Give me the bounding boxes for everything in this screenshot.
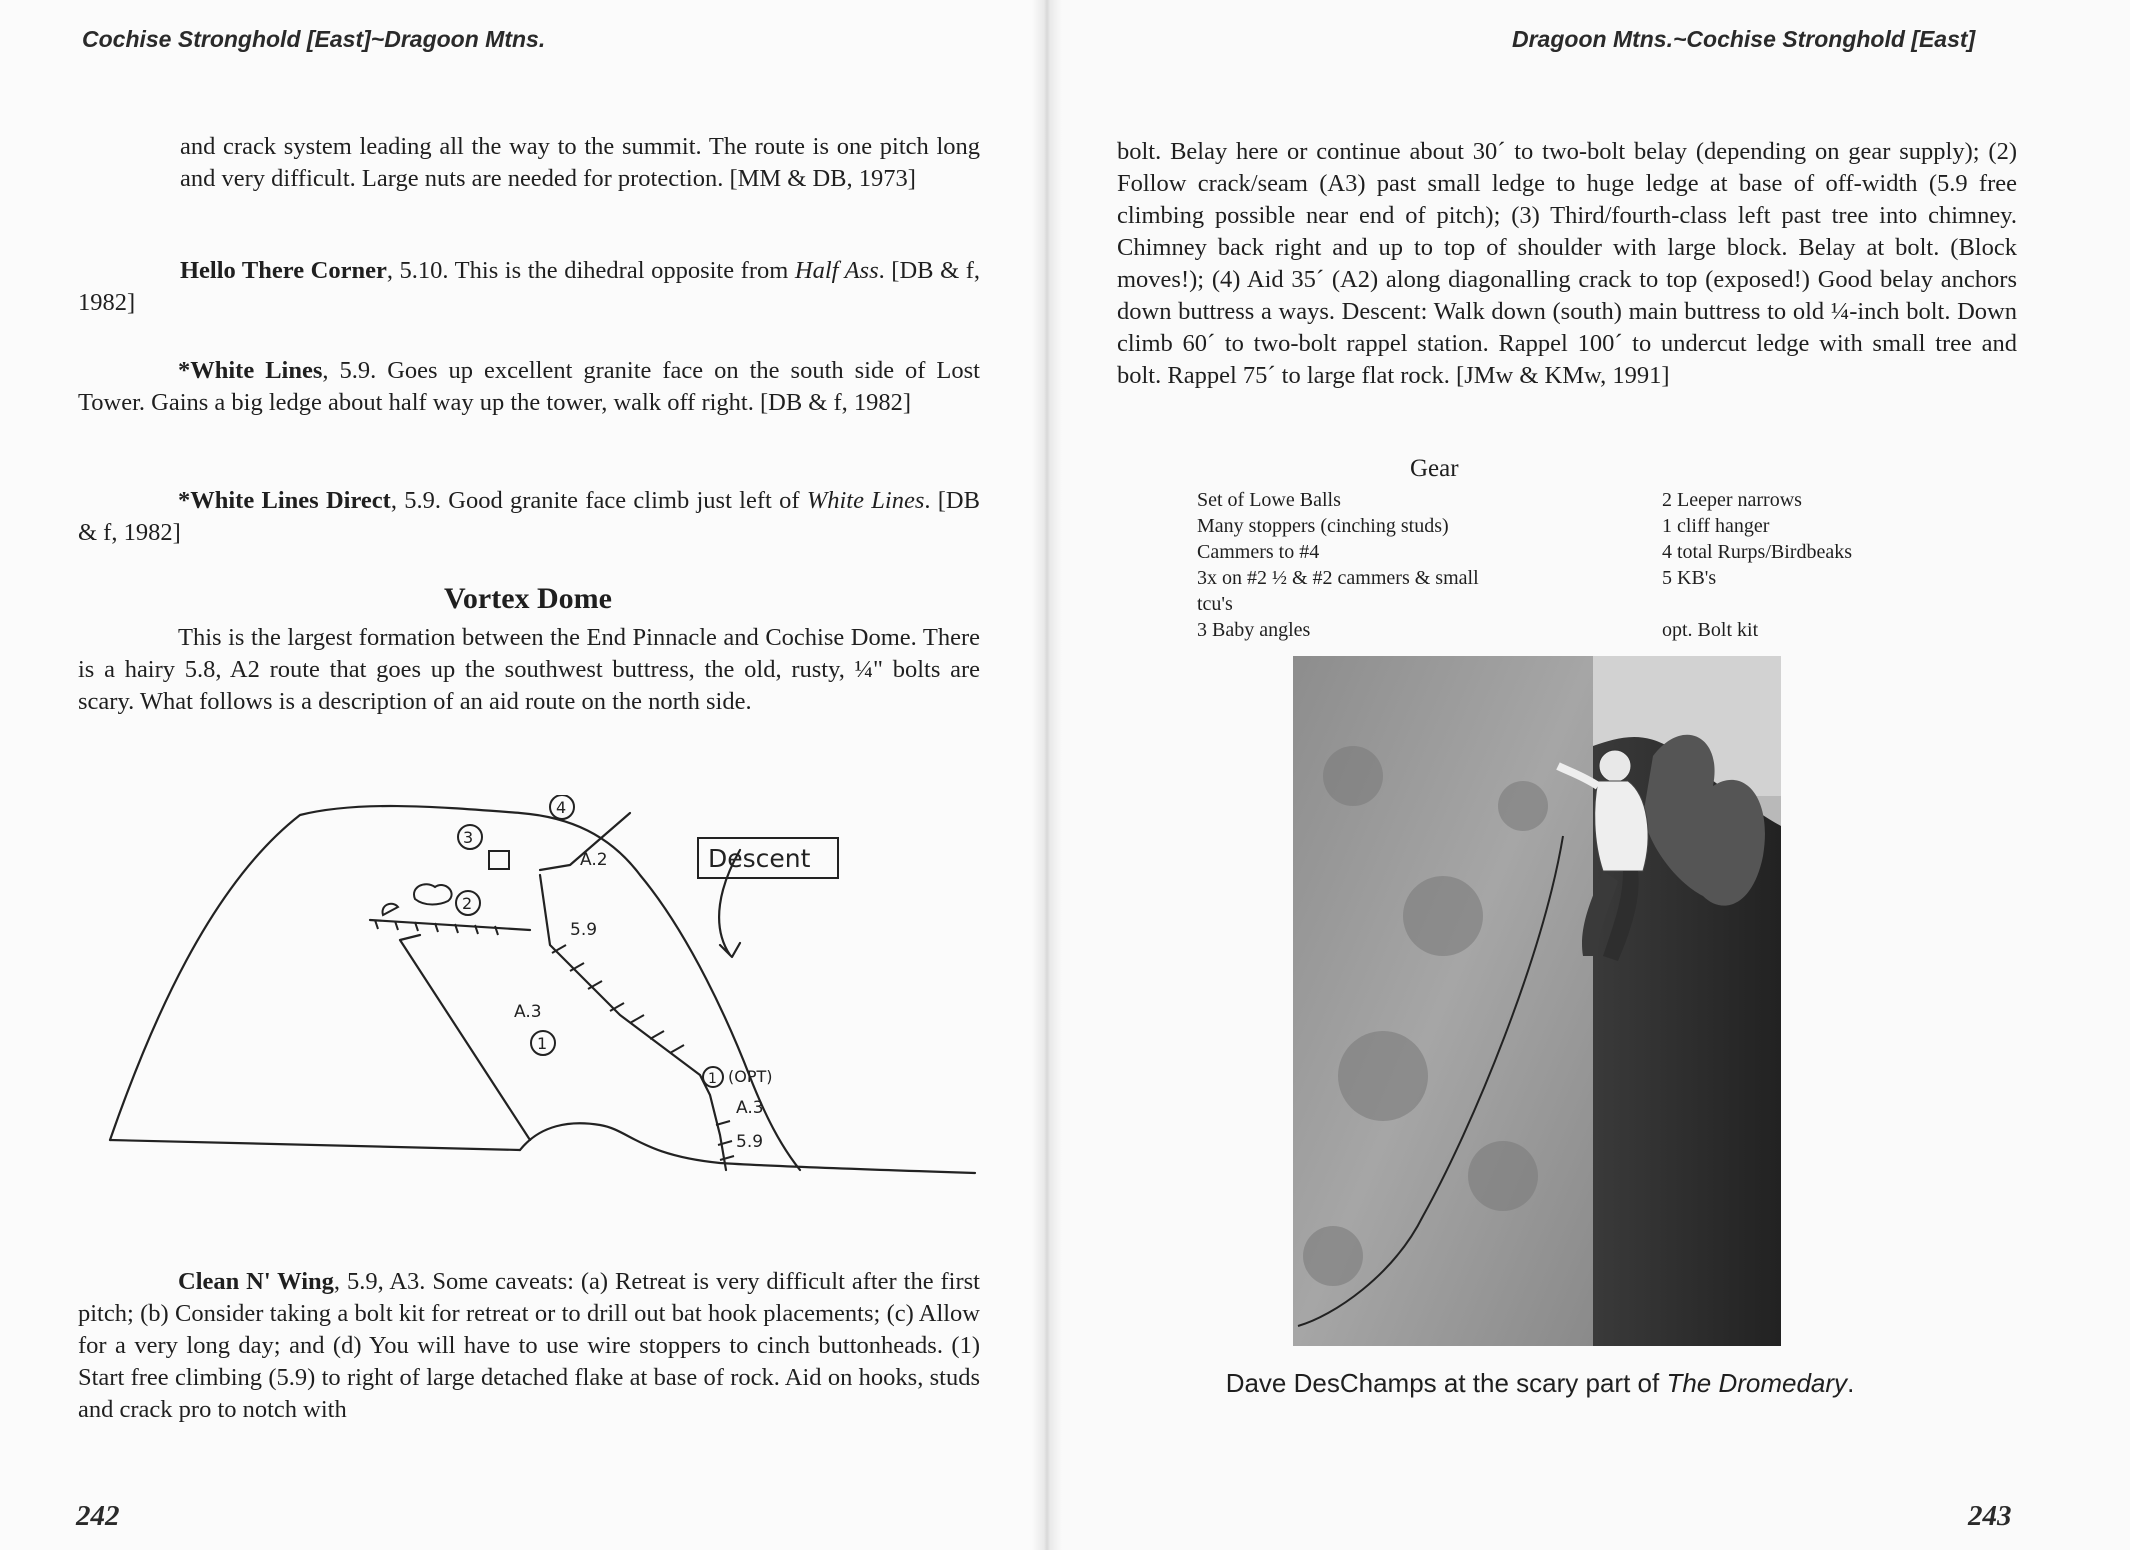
pitch-1-opt-label: (OPT) [728, 1067, 773, 1086]
grade-5-9-lower: 5.9 [736, 1132, 764, 1152]
gear-item: 3x on #2 ½ & #2 cammers & small [1197, 567, 1479, 589]
right-running-head: Dragoon Mtns.~Cochise Stronghold [East] [1512, 26, 1976, 52]
pitch-number-1: 1 [537, 1034, 548, 1053]
continued-paragraph-right: bolt. Belay here or continue about 30´ to two-bolt belay (depending on gear supply); (2) Follow crack/seam (A3) past small ledge to huge ledge at base of off-width (5.9 free climbing possible near end of pitch); (3) Third/fourth-class left past tree into chimney. Chimney back right and up to top of shoulder with large block. Belay at bolt. (Block moves!); (4) Aid 35´ (A2) along diagonalling crack to top (exposed!) Good belay anchors down buttress a ways. Descent: Walk down (south) main buttress to old ¼-inch bolt. Down climb 60´ to two-bolt rappel station. Rappel 100´ to undercut ledge with small tree and bolt. Rappel 75´ to large flat rock. [JMw & KMw, 1991] [1117, 138, 2017, 389]
book-gutter [1032, 0, 1062, 1550]
route-ref: Half Ass [794, 257, 879, 284]
route-ticks [552, 945, 734, 1160]
descent-label: Descent [708, 844, 811, 873]
route-name: *White Lines Direct [178, 487, 391, 514]
route-text: , 5.9, A3. Some caveats: (a) Retreat is very difficult after the first pitch; (b) Consider taking a bolt kit for retreat or to drill out bat hook placements; (c) Allow for a very long day; and (d) You will have to use wire stoppers to cinch buttonheads. (1) Start free climbing (5.9) to right of large detached flake at base of rock. Aid on hooks, studs and crack pro to notch with [78, 1268, 980, 1423]
gear-item: 5 KB's [1662, 567, 1717, 589]
route-name: *White Lines [178, 357, 323, 384]
route-ref: White Lines [806, 487, 925, 514]
belay-block [489, 851, 509, 869]
route-name: Clean N' Wing [178, 1268, 334, 1295]
pitch-number-3: 3 [463, 828, 474, 847]
gear-spacer [1662, 591, 1852, 617]
section-title: Vortex Dome [443, 582, 612, 615]
route-credit: . [DB & f, 1982] [78, 257, 980, 316]
base-line [110, 1140, 520, 1150]
left-running-head: Cochise Stronghold [East]~Dragoon Mtns. [82, 26, 546, 52]
grade-a3-lower: A.3 [736, 1098, 764, 1118]
dome-outline [110, 806, 800, 1170]
pitch-number-2: 2 [462, 894, 473, 913]
gear-list-right [1662, 487, 1852, 643]
gear-item: tcu's [1197, 593, 1233, 615]
route-text: , 5.9. Good granite face climb just left of [390, 487, 807, 514]
gear-item: 1 cliff hanger [1662, 515, 1770, 537]
gear-list-left [1197, 487, 1479, 643]
route-white-lines-direct [78, 485, 980, 549]
gear-item: Cammers to #4 [1197, 541, 1320, 563]
photo-caption [1170, 1368, 1910, 1399]
flake-outline [400, 935, 530, 1140]
route-credit: . [DB & f, 1982] [78, 487, 980, 546]
ledge-line [370, 920, 530, 930]
gear-item: 3 Baby angles [1197, 619, 1311, 641]
gear-item: Many stoppers (cinching studs) [1197, 515, 1449, 537]
bush-icon [383, 904, 398, 915]
pitch-number-4: 4 [556, 798, 567, 817]
route-white-lines [78, 355, 980, 419]
grade-5-9-upper: 5.9 [570, 920, 598, 940]
route-text: , 5.10. This is the dihedral opposite from [386, 257, 795, 284]
continued-paragraph: and crack system leading all the way to the summit. The route is one pitch long and very difficult. Large nuts are needed for protection. [MM & DB, 1973] [180, 133, 980, 192]
caption-end: . [1847, 1368, 1855, 1398]
route-name: Hello There Corner [180, 257, 387, 284]
grade-a2: A.2 [580, 850, 608, 870]
route-clean-n-wing [78, 1266, 980, 1426]
route-line-main [540, 875, 726, 1170]
caption-text: Dave DesChamps at the scary part of [1225, 1368, 1667, 1398]
route-topo-diagram [100, 795, 980, 1210]
pitch-number-1-opt: 1 [708, 1071, 717, 1087]
gear-item: Set of Lowe Balls [1197, 489, 1341, 511]
right-page-number: 243 [1968, 1500, 2012, 1532]
grade-a3-upper: A.3 [514, 1002, 542, 1022]
gear-item: 2 Leeper narrows [1662, 489, 1802, 511]
section-intro: This is the largest formation between the End Pinnacle and Cochise Dome. There is a hairy 5.8, A2 route that goes up the southwest buttress, the old, rusty, ¼" bolts are scary. What follows is a description of an aid route on the north side. [78, 624, 980, 715]
gear-title: Gear [1410, 455, 1459, 482]
route-text: , 5.9. Goes up excellent granite face on the south side of Lost Tower. Gains a big ledge about half way up the tower, walk off right. [DB & f, 1982] [78, 357, 980, 416]
climber-photo [1293, 656, 1781, 1346]
route-hello-there-corner [78, 255, 980, 319]
gear-item: 4 total Rurps/Birdbeaks [1662, 541, 1852, 563]
left-page-number: 242 [76, 1500, 120, 1532]
tree-icon [414, 884, 452, 904]
gear-item: opt. Bolt kit [1662, 619, 1759, 641]
caption-route-title: The Dromedary [1666, 1368, 1848, 1398]
